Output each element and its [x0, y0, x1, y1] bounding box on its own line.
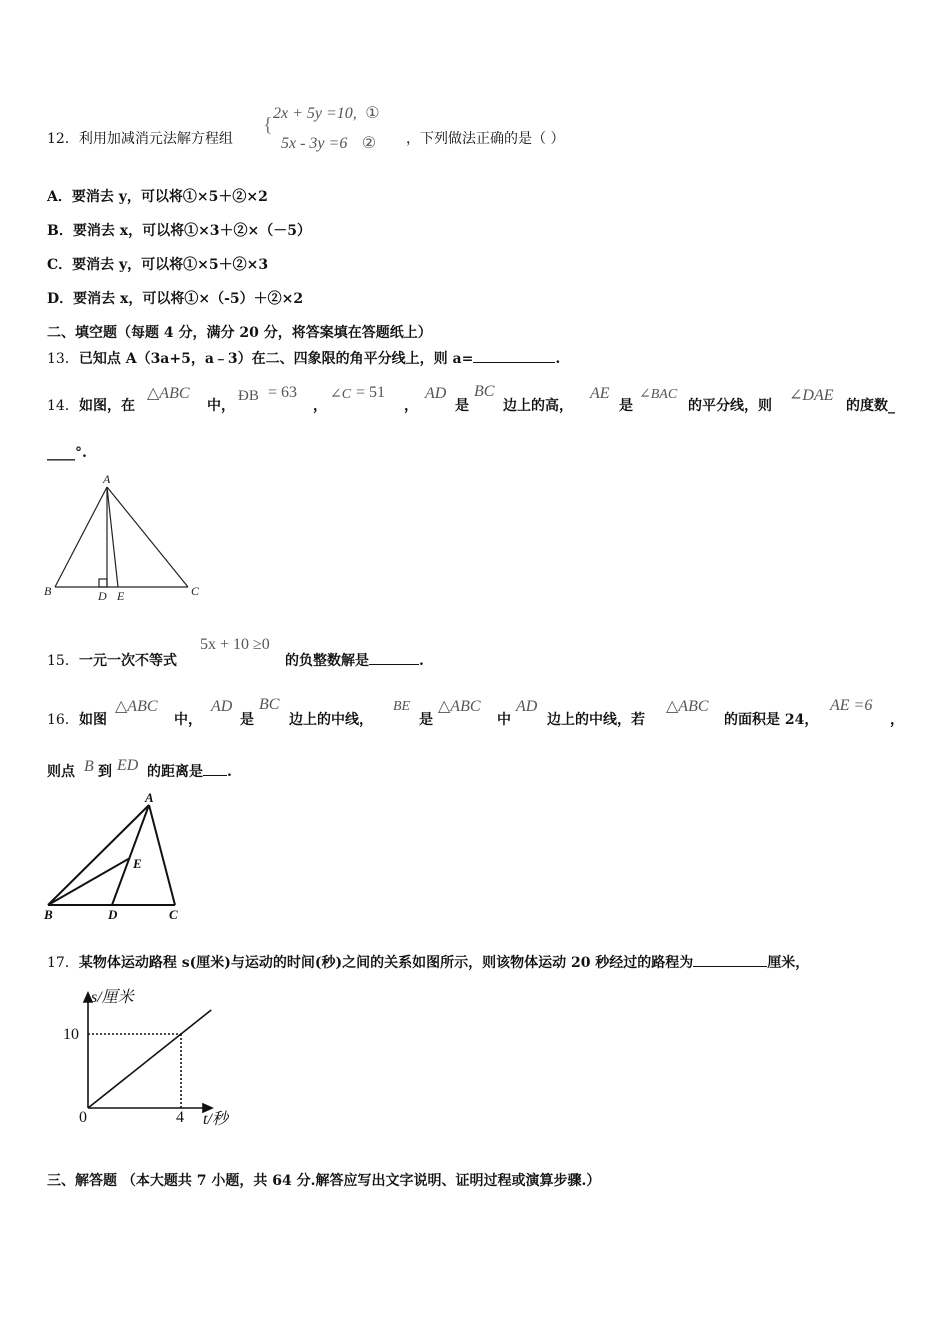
- q12-option-d: [47, 288, 303, 308]
- fig14-label-d: D: [98, 589, 107, 603]
- q16-text-3: 是: [240, 712, 254, 728]
- q12-brace: {: [263, 114, 273, 136]
- q14-line-2: ____°.: [47, 445, 87, 461]
- q16-math-abc-3: △ABC: [666, 698, 709, 715]
- q16-text-1: 如图: [79, 712, 107, 728]
- q16-math-be: BE: [393, 699, 411, 714]
- q12-option-a: [47, 186, 268, 206]
- q16-math-abc-2: △ABC: [438, 698, 481, 715]
- option-letter: A．: [47, 189, 72, 205]
- q13-number: 13．: [47, 351, 79, 367]
- q16-math-abc-1: △ABC: [115, 698, 158, 715]
- q15-math-inequality: 5x + 10 ≥0: [200, 636, 270, 653]
- q15-end: .: [419, 653, 424, 669]
- q14-text-3: ，: [313, 398, 327, 414]
- fig14-label-e: E: [117, 589, 125, 603]
- q16-line-2-a: 则点: [47, 764, 75, 780]
- q16-text-8: 的面积是 24，: [724, 712, 819, 728]
- option-text: 要消去 y，可以将①×5＋②×3: [72, 257, 269, 273]
- q16-end: .: [227, 764, 232, 780]
- q16-text-4: 边上的中线，: [289, 712, 373, 728]
- chart-series-line: [88, 1010, 211, 1108]
- q12-suffix: ，下列做法正确的是（ ）: [406, 131, 565, 147]
- q12-option-b: [47, 220, 311, 240]
- q16-text-7: 边上的中线，若: [547, 712, 645, 728]
- fig14-label-c: C: [191, 584, 200, 598]
- q16-math-ae: AE =6: [830, 697, 873, 714]
- q14-text-4: ，: [404, 398, 418, 414]
- option-letter: D．: [47, 291, 74, 307]
- q14-math-bac: ∠BAC: [639, 387, 678, 402]
- q14-math-dae: ∠DAE: [789, 387, 834, 404]
- section-3-heading: 三、解答题 （本大题共 7 小题，共 64 分.解答应写出文字说明、证明过程或演算步骤.）: [47, 1173, 601, 1189]
- chart-x-label: t/秒: [203, 1111, 228, 1128]
- q14-math-ae: AE: [590, 385, 610, 402]
- q12-eq2: 5x - 3y =6: [281, 135, 348, 152]
- fig16-label-c: C: [169, 907, 178, 922]
- q14-text-1: 如图，在: [79, 398, 135, 414]
- chart-x-tick-0: 0: [79, 1109, 87, 1126]
- q14-math-63: = 63: [268, 384, 298, 401]
- q12-eq1-mark: ①: [365, 105, 380, 122]
- q14-text-8: 的平分线，则: [688, 398, 772, 414]
- q13-answer-blank: [473, 350, 555, 363]
- section-2-heading: 二、填空题（每题 4 分，满分 20 分，将答案填在答题纸上）: [47, 325, 432, 341]
- q14-text-7: 是: [619, 398, 633, 414]
- q15-text-1: 一元一次不等式: [79, 653, 177, 669]
- q12-number: 12．: [47, 131, 79, 147]
- fig16-label-d: D: [108, 907, 118, 922]
- q13-question: [47, 348, 560, 368]
- chart-y-label: s/厘米: [91, 989, 134, 1006]
- fig16-label-e: E: [133, 856, 142, 871]
- q14-math-abc: △ABC: [147, 385, 190, 402]
- q15-prompt: 的负整数解是: [285, 653, 369, 669]
- q14-figure: [40, 470, 210, 605]
- fig16-side-ac: [149, 805, 175, 905]
- option-text: 要消去 x，可以将①×（-5）＋②×2: [73, 291, 304, 307]
- q16-text-6: 中: [497, 712, 511, 728]
- q12-question: [47, 128, 233, 148]
- q12-option-c: [47, 254, 268, 274]
- q16-math-ad-2: AD: [516, 698, 538, 715]
- q12-eq2-mark: ②: [361, 135, 377, 152]
- q16-math-ad-1: AD: [211, 698, 233, 715]
- q16-line-2-c: [147, 761, 232, 781]
- fig16-median-ad: [112, 805, 149, 905]
- fig16-label-b: B: [44, 907, 53, 922]
- q16-answer-blank: [203, 763, 227, 776]
- chart-y-tick-10: 10: [63, 1026, 79, 1043]
- q16-prompt: 的距离是: [147, 764, 203, 780]
- chart-x-tick-4: 4: [176, 1109, 184, 1126]
- q16-figure: [38, 788, 198, 923]
- q16-text-2: 中，: [174, 712, 202, 728]
- q17-question: [47, 952, 809, 972]
- q14-text-5: 是: [455, 398, 469, 414]
- q14-math-ad: AD: [425, 385, 447, 402]
- fig14-label-b: B: [44, 584, 52, 598]
- fig14-label-a: A: [103, 472, 111, 486]
- fig14-right-angle-mark: [99, 579, 107, 587]
- q16-number: 16．: [47, 712, 79, 728]
- q17-end: 厘米，: [767, 955, 810, 971]
- q15-text-2: [285, 650, 424, 670]
- q17-answer-blank: [693, 954, 767, 967]
- q14-math-angle-b: ÐB: [238, 388, 259, 404]
- fig14-side-ac: [107, 487, 188, 587]
- q13-text: 已知点 A（3a+5，a﹣3）在二、四象限的角平分线上，则 a=: [78, 351, 474, 367]
- option-letter: C．: [47, 257, 73, 273]
- q14-text-6: 边上的高，: [503, 398, 573, 414]
- q15-answer-blank: [369, 652, 419, 665]
- option-text: 要消去 y，可以将①×5＋②×2: [71, 189, 268, 205]
- q14-number: 14．: [47, 398, 79, 414]
- q17-chart: [55, 982, 255, 1132]
- q14-math-angle-c: ∠C: [330, 387, 352, 402]
- q16-math-bc: BC: [259, 696, 280, 713]
- q16-text-5: 是: [419, 712, 433, 728]
- q16-math-ed: ED: [117, 757, 139, 774]
- q16-line-2-b: 到: [98, 764, 112, 780]
- q14-math-bc: BC: [474, 383, 495, 400]
- option-text: 要消去 x，可以将①×3＋②×（－5）: [72, 223, 312, 239]
- q12-equation-1: [273, 103, 380, 123]
- q17-text: 某物体运动路程 s(厘米)与运动的时间(秒)之间的关系如图所示，则该物体运动 20 秒经过的路程为: [78, 955, 694, 971]
- q14-text-9: 的度数_: [846, 398, 895, 414]
- fig16-side-ab: [48, 805, 149, 905]
- option-letter: B．: [47, 223, 73, 239]
- q12-eq1: 2x + 5y =10,: [273, 105, 357, 122]
- q13-end: .: [555, 351, 561, 367]
- fig14-bisector-ae: [107, 487, 118, 587]
- fig16-label-a: A: [145, 790, 154, 805]
- q14-text-2: 中，: [207, 398, 235, 414]
- fig14-side-ab: [55, 487, 107, 587]
- q12-prefix: 利用加减消元法解方程组: [78, 131, 233, 147]
- q16-math-b: B: [84, 758, 94, 775]
- q15-number: 15．: [47, 653, 79, 669]
- q16-text-9: ，: [890, 712, 904, 728]
- q14-math-51: = 51: [356, 384, 386, 401]
- q17-number: 17．: [47, 955, 79, 971]
- q12-equation-2: [281, 133, 376, 153]
